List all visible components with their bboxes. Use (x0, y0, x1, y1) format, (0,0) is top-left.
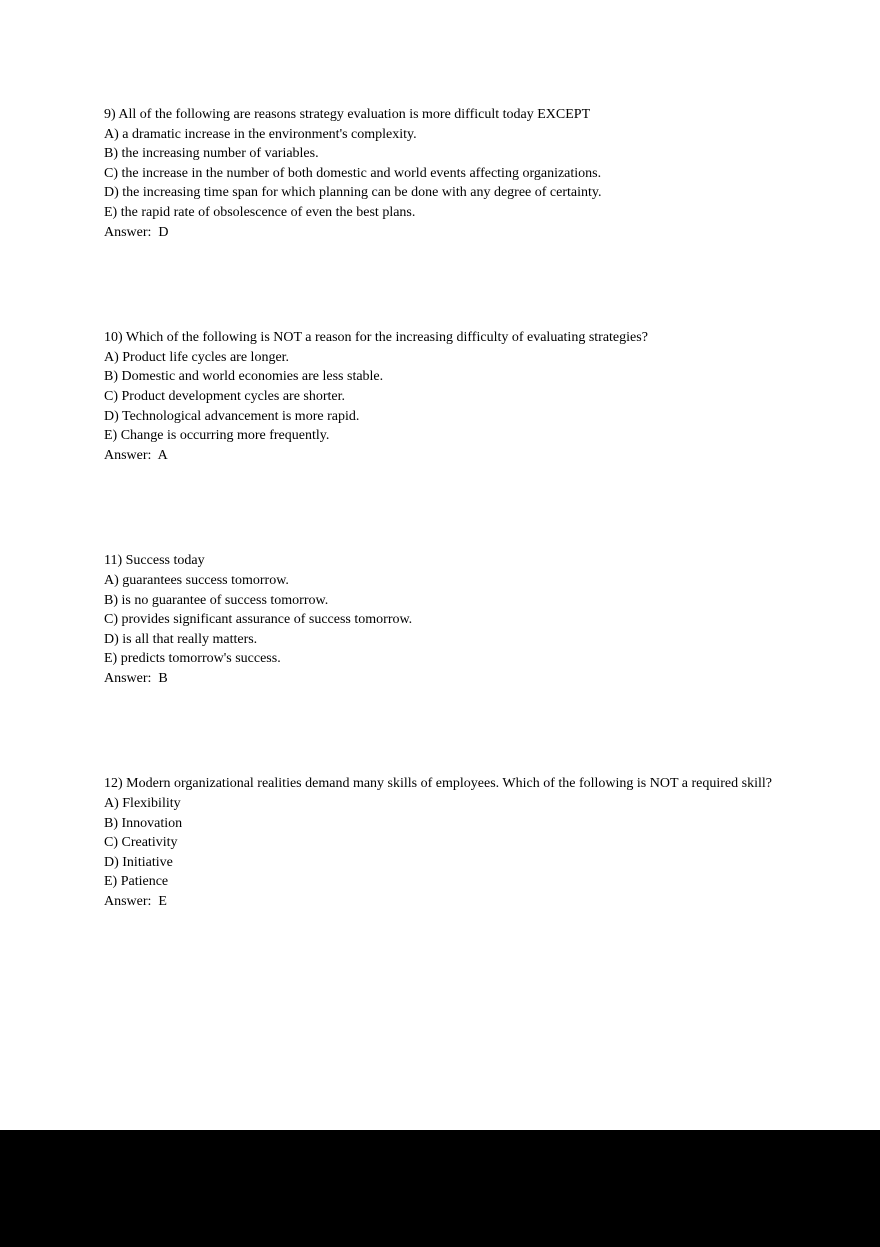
answer-line: Answer: D (104, 224, 169, 240)
option-b: B) is no guarantee of success tomorrow. (104, 592, 329, 608)
option-c: C) provides significant assurance of success tomorrow. (104, 612, 413, 628)
document-content (104, 105, 776, 998)
question-text: 9) All of the following are reasons strategy evaluation is more difficult today EXCEPT (104, 107, 591, 122)
option-e: E) predicts tomorrow's success. (104, 651, 281, 667)
question-text: 12) Modern organizational realities demand many skills of employees. Which of the following is NOT a required skill? (104, 776, 772, 792)
option-c: C) Product development cycles are shorter. (104, 388, 346, 404)
option-a: A) Product life cycles are longer. (104, 349, 290, 365)
question-block-10 (104, 328, 776, 465)
question-text: 11) Success today (104, 553, 205, 569)
option-c: C) Creativity (104, 835, 178, 851)
option-c: C) the increase in the number of both domestic and world events affecting organizations. (104, 165, 602, 181)
option-a: A) Flexibility (104, 796, 181, 812)
question-block-11 (104, 551, 776, 688)
option-b: B) Domestic and world economies are less stable. (104, 369, 384, 385)
option-e: E) the rapid rate of obsolescence of even the best plans. (104, 204, 416, 220)
option-d: D) the increasing time span for which planning can be done with any degree of certainty. (104, 185, 602, 201)
option-e: E) Change is occurring more frequently. (104, 428, 330, 444)
answer-line: Answer: A (104, 447, 168, 463)
option-d: D) is all that really matters. (104, 631, 258, 647)
answer-line: Answer: E (104, 894, 167, 910)
question-block-9 (104, 105, 776, 242)
option-a: A) guarantees success tomorrow. (104, 572, 289, 588)
question-text: 10) Which of the following is NOT a reason for the increasing difficulty of evaluating strategies? (104, 330, 648, 346)
bottom-black-bar (0, 1130, 880, 1247)
option-d: D) Technological advancement is more rapid. (104, 408, 360, 424)
option-b: B) Innovation (104, 815, 183, 831)
question-block-12 (104, 774, 776, 911)
option-b: B) the increasing number of variables. (104, 146, 319, 162)
option-e: E) Patience (104, 874, 169, 890)
option-d: D) Initiative (104, 854, 173, 870)
option-a: A) a dramatic increase in the environment's complexity. (104, 126, 417, 142)
answer-line: Answer: B (104, 670, 168, 686)
